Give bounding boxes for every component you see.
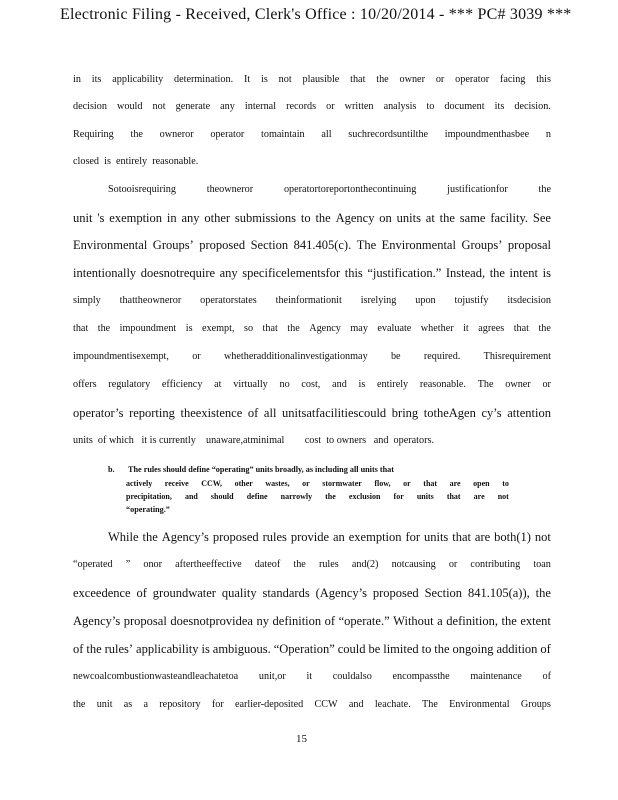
body-line: Agency’s proposal doesnotprovidea ny definition of “operate.” Without a definition, the extent	[73, 614, 551, 628]
subheading-line-1: The rules should define “operating” units broadly, as including all units that	[128, 465, 395, 474]
body-line: exceedence of groundwater quality standards (Agency’s proposed Section 841.105(a)), the	[73, 586, 551, 600]
body-line: the unit as a repository for earlier-deposited CCW and leachate. The Environmental Groups	[73, 699, 551, 710]
body-line: decision would not generate any internal records or written analysis to document its decision.	[73, 101, 551, 112]
body-line: simply thattheowneror operatorstates theinformationit isrelying upon tojustify itsdecision	[73, 295, 551, 306]
body-line: that the impoundment is exempt, so that the Agency may evaluate whether it agrees that the	[73, 323, 551, 334]
body-line: unit 's exemption in any other submissions to the Agency on units at the same facility. See	[73, 211, 551, 225]
body-line: units of which it is currently unaware,atminimal cost to owners and operators.	[73, 435, 435, 446]
body-line: Sotooisrequiring theowneror operatortoreportonthecontinuing justificationfor the	[108, 184, 551, 195]
body-line: “operated ” onor aftertheeffective dateof the rules and(2) notcausing or contributing toan	[73, 559, 551, 570]
body-line: of the rules’ applicability is ambiguous. “Operation” could be limited to the ongoing addition of	[73, 642, 551, 656]
body-line: impoundmentisexempt, or whetheradditionalinvestigationmay be required. Thisrequirement	[73, 351, 551, 362]
body-line: Environmental Groups’ proposed Section 841.405(c). The Environmental Groups’ proposal	[73, 238, 551, 252]
body-line: operator’s reporting theexistence of all unitsatfacilitiescould bring totheAgen cy’s attention	[73, 406, 551, 420]
subheading-label: b.	[108, 465, 115, 474]
body-line: intentionally doesnotrequire any specificelementsfor this “justification.” Instead, the intent is	[73, 266, 551, 280]
subheading-line-2: actively receive CCW, other wastes, or stormwater flow, or that are open to	[126, 479, 509, 488]
body-line: While the Agency’s proposed rules provide an exemption for units that are both(1) not	[108, 530, 551, 544]
body-line: Requiring the owneror operator tomaintain all suchrecordsuntilthe impoundmenthasbee n	[73, 129, 551, 140]
body-line: offers regulatory efficiency at virtually no cost, and is entirely reasonable. The owner or	[73, 379, 551, 390]
page-number: 15	[296, 733, 307, 745]
filing-header: Electronic Filing - Received, Clerk's Office : 10/20/2014 - *** PC# 3039 ***	[60, 6, 572, 23]
subheading-line-4: “operating.”	[126, 505, 170, 514]
subheading-line-3: precipitation, and should define narrowly the exclusion for units that are not	[126, 492, 509, 501]
body-line: in its applicability determination. It is not plausible that the owner or operator facing this	[73, 74, 551, 85]
body-line: newcoalcombustionwasteandleachatetoa unit,or it couldalso encompassthe maintenance of	[73, 671, 551, 682]
body-line: closed is entirely reasonable.	[73, 156, 199, 167]
